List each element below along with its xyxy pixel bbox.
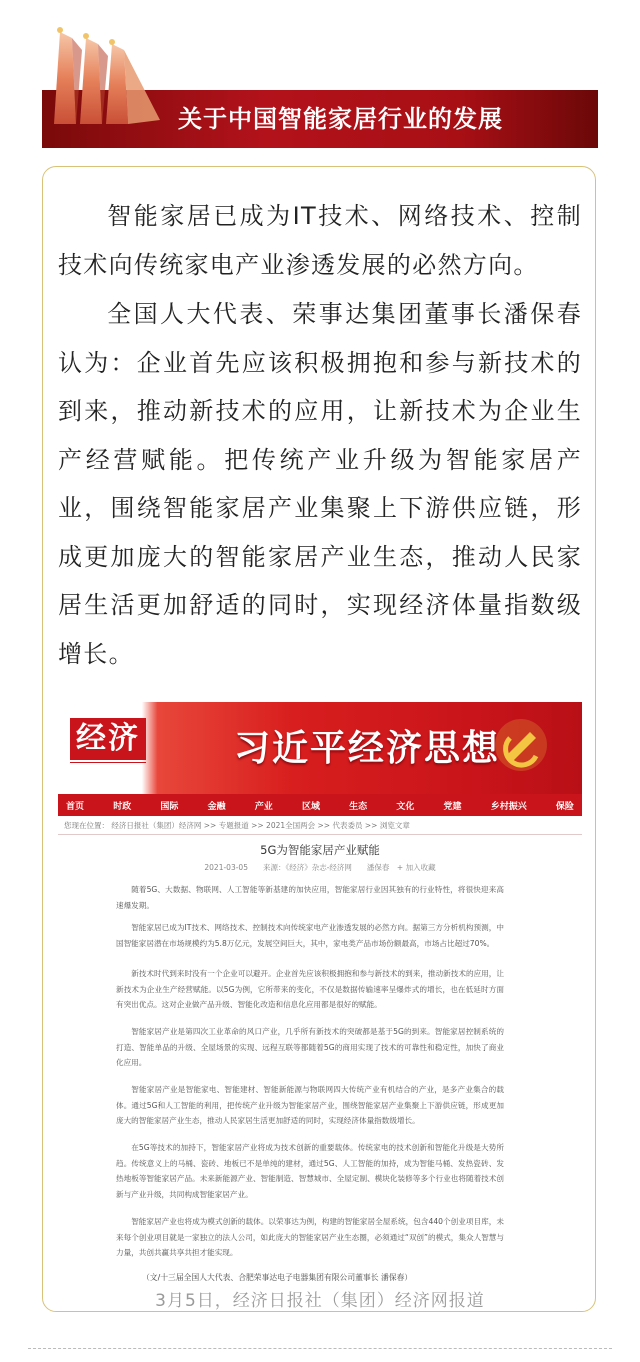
party-emblem-icon	[492, 716, 550, 774]
nav-ecology[interactable]: 生态	[349, 801, 368, 812]
nav-industry[interactable]: 产业	[254, 801, 273, 812]
divider	[58, 834, 582, 835]
article-paragraph: 随着5G、大数据、物联网、人工智能等新基建的加快应用，智能家居行业因其独有的行业特性，将很快迎来高速爆发期。	[116, 885, 504, 910]
intro-paragraph: 智能家居已成为IT技术、网络技术、控制技术向传统家电产业渗透发展的必然方向。	[58, 202, 582, 279]
article-title: 5G为智能家居产业赋能	[260, 843, 380, 857]
article-meta: 2021-03-05 来源：《经济》杂志-经济网 潘保春 + 加入收藏	[204, 863, 436, 872]
article-paragraph: 智能家居产业是第四次工业革命的风口产业，几乎所有新技术的突破都是基于5G的到来。智能家居控制系统的打造、智能单品的升级、全屋场景的实现、远程互联等都随着5G的商用实现了技术的可靠性和稳定性，加快了商业化应用。	[116, 1027, 504, 1067]
nav-insurance[interactable]: 保险	[555, 801, 574, 812]
breadcrumb: 您现在位置： 经济日报社（集团）经济网 >> 专题报道 >> 2021全国两会 >> 代表委员 >> 浏览文章	[64, 821, 410, 830]
site-logo: 经济	[70, 718, 146, 760]
flag-decoration-icon	[50, 24, 170, 132]
article-paragraph: 新技术时代到来时没有一个企业可以避开。企业首先应该积极拥抱和参与新技术的到来，推动新技术的应用，让新技术为企业生产经营赋能。以5G为例，它所带来的变化，不仅是数据传输速率呈爆炸式的增长，也在低延时方面有突出优点。这对企业做产品升级、智能化改造和信息化应用都是很好的赋能。	[116, 969, 504, 1009]
page-title: 关于中国智能家居行业的发展	[178, 105, 503, 133]
logo-underline	[70, 762, 146, 769]
nav-home[interactable]: 首页	[66, 801, 85, 812]
article-paragraph: 智能家居产业是智能家电、智能建材、智能新能源与物联网四大传统产业有机结合的产业，是多产业集合的载体。通过5G和人工智能的利用，把传统产业升级为智能家居产业，围绕智能家居产业集聚上下游供应链，形成更加庞大的智能家居产业生态，推动人民家居生活更加舒适的同时，实现经济体量指数级增长。	[116, 1085, 504, 1125]
nav-party[interactable]: 党建	[443, 801, 462, 812]
quote-paragraph: 全国人大代表、荣事达集团董事长潘保春认为：企业首先应该积极拥抱和参与新技术的到来，推动新技术的应用，让新技术为企业生产经营赋能。把传统产业升级为智能家居产业，围绕智能家居产业集聚上下游供应链，形成更加庞大的智能家居产业生态，推动人民家居生活更加舒适的同时，实现经济体量指数级增长。	[58, 300, 582, 668]
image-caption: 3月5日，经济日报社（集团）经济网报道	[155, 1291, 485, 1311]
nav-international[interactable]: 国际	[160, 801, 179, 812]
nav-rural[interactable]: 乡村振兴	[490, 801, 527, 812]
site-banner-title: 习近平经济思想	[234, 727, 501, 769]
article-paragraph: 智能家居产业也将成为模式创新的载体。以荣事达为例，构建的智能家居全屋系统，包含440个创业项目库，未来每个创业项目就是一家独立的法人公司，如此庞大的智能家居产业生态圈，必须通过“双创”的模式，集众人智慧与力量，共创共赢共享共担才能实现。	[116, 1217, 504, 1257]
site-nav	[58, 794, 582, 816]
nav-culture[interactable]: 文化	[396, 801, 415, 812]
footer-divider	[28, 1348, 612, 1349]
news-screenshot	[58, 702, 582, 1290]
article-paragraph: 在5G等技术的加持下，智能家居产业将成为技术创新的重要载体。传统家电的技术创新和智能化升级是大势所趋。传统意义上的马桶、瓷砖、地板已不是单纯的建材，通过5G、人工智能的加持，成为智能马桶、发热瓷砖、发热地板等智能家居产品。未来新能源产业、智能制造、智慧城市、全屋定制、模块化装修等多个行业也将随着技术创新与产业升级，共同构成智能家居产业。	[116, 1143, 504, 1199]
article-signature: （文/十三届全国人大代表、合肥荣事达电子电器集团有限公司董事长 潘保春）	[142, 1273, 413, 1282]
nav-region[interactable]: 区域	[301, 801, 320, 812]
news-site-banner	[58, 702, 582, 794]
nav-finance[interactable]: 金融	[207, 801, 226, 812]
nav-politics[interactable]: 时政	[113, 801, 132, 812]
article-paragraph: 智能家居已成为IT技术、网络技术、控制技术向传统家电产业渗透发展的必然方向。据第三方分析机构预测，中国智能家居潜在市场规模约为5.8万亿元，发展空间巨大，其中，家电类产品市场份额最高，市场占比超过70%。	[116, 923, 504, 948]
